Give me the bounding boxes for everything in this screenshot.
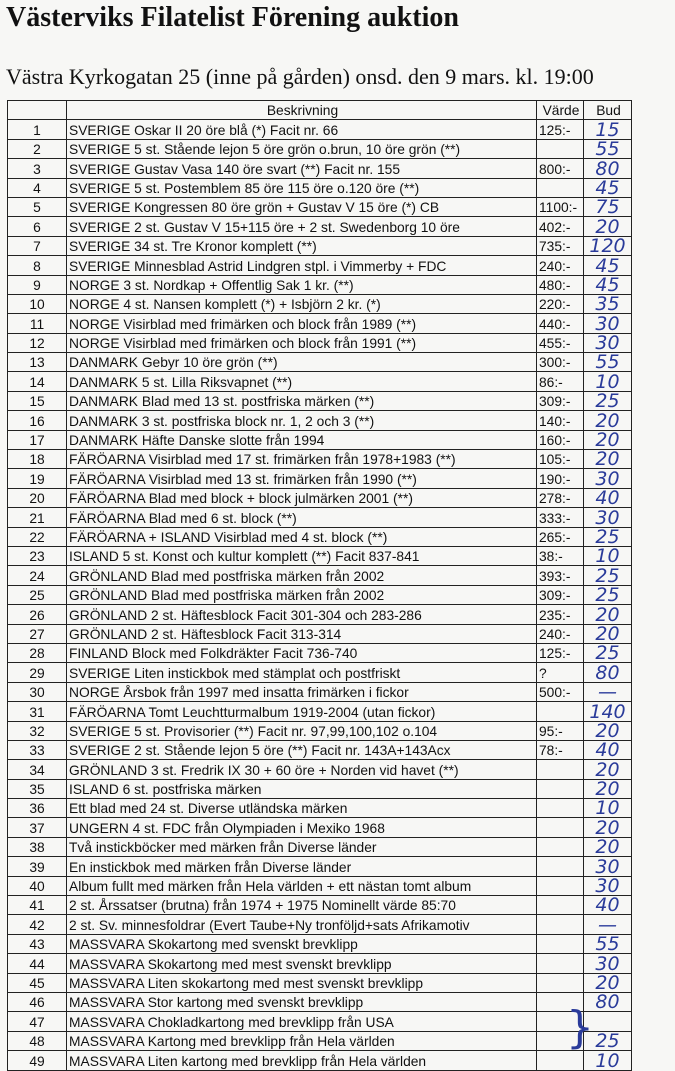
lot-number: 5	[8, 197, 67, 216]
table-row	[8, 605, 632, 624]
lot-value	[537, 1051, 584, 1070]
lot-number: 43	[8, 934, 67, 953]
lot-value: 240:-	[537, 624, 584, 643]
lot-number: 49	[8, 1051, 67, 1070]
lot-number: 26	[8, 605, 67, 624]
table-row	[8, 857, 632, 876]
lot-bid: 35	[584, 294, 632, 313]
lot-description: SVERIGE Oskar II 20 öre blå (*) Facit nr. 66	[67, 120, 537, 139]
table-row	[8, 333, 632, 352]
lot-rows	[8, 120, 632, 1070]
lot-value	[537, 915, 584, 934]
lot-description: GRÖNLAND 2 st. Häftesblock Facit 313-314	[67, 624, 537, 643]
lot-number: 4	[8, 178, 67, 197]
lot-value: 235:-	[537, 605, 584, 624]
lot-value: 278:-	[537, 488, 584, 507]
lot-number: 7	[8, 236, 67, 255]
lot-description: DANMARK Gebyr 10 öre grön (**)	[67, 353, 537, 372]
lot-value: 500:-	[537, 682, 584, 701]
lot-value	[537, 799, 584, 818]
lot-number: 33	[8, 740, 67, 759]
table-row	[8, 585, 632, 604]
table-row	[8, 721, 632, 740]
lot-value: 140:-	[537, 411, 584, 430]
table-row	[8, 236, 632, 255]
lot-bid: 20	[584, 624, 632, 643]
lot-bid: 20	[584, 760, 632, 779]
column-header-beskrivning: Beskrivning	[67, 101, 537, 120]
lot-bid: 80	[584, 663, 632, 682]
lot-value: 125:-	[537, 643, 584, 662]
lot-bid: 30	[584, 876, 632, 895]
table-row	[8, 896, 632, 915]
lot-description: MASSVARA Stor kartong med svenskt brevklipp	[67, 992, 537, 1011]
lot-value: 95:-	[537, 721, 584, 740]
table-row	[8, 799, 632, 818]
table-row	[8, 217, 632, 236]
table-row	[8, 915, 632, 934]
lot-bid: 25	[584, 1031, 632, 1050]
table-row	[8, 139, 632, 158]
lot-description: MASSVARA Chokladkartong med brevklipp från USA	[67, 1012, 537, 1031]
lot-number: 27	[8, 624, 67, 643]
lot-description: FÄRÖARNA Blad med 6 st. block (**)	[67, 508, 537, 527]
lot-description: DANMARK 3 st. postfriska block nr. 1, 2 och 3 (**)	[67, 411, 537, 430]
lot-bid: 30	[584, 314, 632, 333]
column-header-nr	[8, 101, 67, 120]
lot-value: 480:-	[537, 275, 584, 294]
lot-value: 309:-	[537, 585, 584, 604]
lot-value	[537, 702, 584, 721]
lot-description: NORGE Visirblad med frimärken och block från 1991 (**)	[67, 333, 537, 352]
lot-number: 41	[8, 896, 67, 915]
lot-bid: 80	[584, 159, 632, 178]
lot-description: FÄRÖARNA Tomt Leuchtturmalbum 1919-2004 (utan fickor)	[67, 702, 537, 721]
lot-number: 37	[8, 818, 67, 837]
lot-number: 25	[8, 585, 67, 604]
lot-number: 28	[8, 643, 67, 662]
lot-bid: 30	[584, 857, 632, 876]
table-row	[8, 992, 632, 1011]
lot-bid: 20	[584, 818, 632, 837]
column-header-varde: Värde	[537, 101, 584, 120]
lot-description: UNGERN 4 st. FDC från Olympiaden i Mexiko 1968	[67, 818, 537, 837]
table-row	[8, 702, 632, 721]
lot-number: 21	[8, 508, 67, 527]
table-row	[8, 837, 632, 856]
table-row	[8, 643, 632, 662]
lot-description: MASSVARA Skokartong med mest svenskt brevklipp	[67, 954, 537, 973]
lot-description: FÄRÖARNA Visirblad med 13 st. frimärken från 1990 (**)	[67, 469, 537, 488]
lot-value: 393:-	[537, 566, 584, 585]
lot-value: 402:-	[537, 217, 584, 236]
lot-number: 1	[8, 120, 67, 139]
lot-value: 440:-	[537, 314, 584, 333]
lot-value	[537, 896, 584, 915]
lot-bid: 10	[584, 546, 632, 565]
table-row	[8, 411, 632, 430]
table-row	[8, 760, 632, 779]
lot-bid: 120	[584, 236, 632, 255]
lot-description: NORGE Årsbok från 1997 med insatta frimärken i fickor	[67, 682, 537, 701]
lot-description: DANMARK 5 st. Lilla Riksvapnet (**)	[67, 372, 537, 391]
lot-description: FINLAND Block med Folkdräkter Facit 736-740	[67, 643, 537, 662]
lot-value: 190:-	[537, 469, 584, 488]
lot-number: 23	[8, 546, 67, 565]
column-header-bud: Bud	[584, 101, 632, 120]
lot-number: 36	[8, 799, 67, 818]
lot-description: SVERIGE 2 st. Stående lejon 5 öre (**) Facit nr. 143A+143Acx	[67, 740, 537, 759]
lot-description: MASSVARA Kartong med brevklipp från Hela världen	[67, 1031, 537, 1050]
lot-description: NORGE Visirblad med frimärken och block från 1989 (**)	[67, 314, 537, 333]
table-row	[8, 740, 632, 759]
lot-number: 32	[8, 721, 67, 740]
table-row	[8, 294, 632, 313]
table-row	[8, 973, 632, 992]
lot-bid: 25	[584, 566, 632, 585]
lot-description: SVERIGE 34 st. Tre Kronor komplett (**)	[67, 236, 537, 255]
auction-title: Västerviks Filatelist Förening auktion	[6, 2, 459, 33]
lot-value	[537, 818, 584, 837]
lot-bid: 20	[584, 721, 632, 740]
lot-value: 78:-	[537, 740, 584, 759]
lot-bid: 25	[584, 643, 632, 662]
lot-bid: 20	[584, 779, 632, 798]
lot-bid: 20	[584, 450, 632, 469]
lot-value	[537, 857, 584, 876]
lot-value: 1100:-	[537, 197, 584, 216]
table-row	[8, 372, 632, 391]
auction-venue-date: Västra Kyrkogatan 25 (inne på gården) onsd. den 9 mars. kl. 19:00	[6, 64, 594, 89]
table-row	[8, 488, 632, 507]
lot-number: 6	[8, 217, 67, 236]
lot-number: 16	[8, 411, 67, 430]
lot-description: FÄRÖARNA + ISLAND Visirblad med 4 st. block (**)	[67, 527, 537, 546]
table-row	[8, 391, 632, 410]
table-row	[8, 1051, 632, 1070]
lot-value	[537, 139, 584, 158]
auction-lot-table	[7, 100, 632, 1071]
lot-number: 42	[8, 915, 67, 934]
lot-number: 35	[8, 779, 67, 798]
lot-bid: 30	[584, 508, 632, 527]
lot-description: GRÖNLAND 2 st. Häftesblock Facit 301-304 och 283-286	[67, 605, 537, 624]
lot-number: 2	[8, 139, 67, 158]
lot-description: DANMARK Blad med 13 st. postfriska märken (**)	[67, 391, 537, 410]
lot-value	[537, 779, 584, 798]
lot-description: MASSVARA Liten kartong med brevklipp från Hela världen	[67, 1051, 537, 1070]
lot-bid: 15	[584, 120, 632, 139]
lot-description: MASSVARA Liten skokartong med mest svenskt brevklipp	[67, 973, 537, 992]
lot-number: 17	[8, 430, 67, 449]
lot-description: SVERIGE 2 st. Gustav V 15+115 öre + 2 st. Swedenborg 10 öre	[67, 217, 537, 236]
handwritten-brace: }	[566, 1002, 594, 1053]
table-row	[8, 314, 632, 333]
lot-description: Två instickböcker med märken från Diverse länder	[67, 837, 537, 856]
lot-number: 11	[8, 314, 67, 333]
lot-bid: 25	[584, 527, 632, 546]
lot-number: 15	[8, 391, 67, 410]
lot-bid: 140	[584, 702, 632, 721]
lot-value	[537, 934, 584, 953]
lot-number: 8	[8, 256, 67, 275]
lot-description: Album fullt med märken från Hela världen + ett nästan tomt album	[67, 876, 537, 895]
lot-value: 86:-	[537, 372, 584, 391]
lot-description: ISLAND 5 st. Konst och kultur komplett (**) Facit 837-841	[67, 546, 537, 565]
lot-number: 39	[8, 857, 67, 876]
lot-number: 10	[8, 294, 67, 313]
lot-number: 40	[8, 876, 67, 895]
lot-number: 3	[8, 159, 67, 178]
lot-bid: 55	[584, 353, 632, 372]
table-row	[8, 430, 632, 449]
lot-bid: 55	[584, 934, 632, 953]
lot-value	[537, 178, 584, 197]
lot-description: 2 st. Sv. minnesfoldrar (Evert Taube+Ny tronföljd+sats Afrikamotiv	[67, 915, 537, 934]
table-row	[8, 682, 632, 701]
lot-description: GRÖNLAND Blad med postfriska märken från 2002	[67, 566, 537, 585]
lot-value: 125:-	[537, 120, 584, 139]
lot-value: 160:-	[537, 430, 584, 449]
lot-number: 24	[8, 566, 67, 585]
lot-description: NORGE 3 st. Nordkap + Offentlig Sak 1 kr. (**)	[67, 275, 537, 294]
lot-description: DANMARK Häfte Danske slotte från 1994	[67, 430, 537, 449]
table-row	[8, 256, 632, 275]
lot-number: 30	[8, 682, 67, 701]
table-row	[8, 275, 632, 294]
lot-number: 47	[8, 1012, 67, 1031]
lot-value	[537, 954, 584, 973]
table-row	[8, 663, 632, 682]
lot-bid: 40	[584, 740, 632, 759]
table-row	[8, 178, 632, 197]
lot-number: 44	[8, 954, 67, 973]
lot-number: 13	[8, 353, 67, 372]
table-row	[8, 624, 632, 643]
lot-value: 800:-	[537, 159, 584, 178]
lot-description: SVERIGE 5 st. Stående lejon 5 öre grön o.brun, 10 öre grön (**)	[67, 139, 537, 158]
lot-description: FÄRÖARNA Blad med block + block julmärken 2001 (**)	[67, 488, 537, 507]
lot-number: 45	[8, 973, 67, 992]
table-row	[8, 159, 632, 178]
lot-description: SVERIGE Kongressen 80 öre grön + Gustav V 15 öre (*) CB	[67, 197, 537, 216]
lot-number: 31	[8, 702, 67, 721]
lot-bid: 30	[584, 954, 632, 973]
lot-bid: 55	[584, 139, 632, 158]
lot-description: SVERIGE Minnesblad Astrid Lindgren stpl. i Vimmerby + FDC	[67, 256, 537, 275]
lot-bid: 20	[584, 411, 632, 430]
lot-bid: 75	[584, 197, 632, 216]
lot-value: 333:-	[537, 508, 584, 527]
lot-bid: 20	[584, 217, 632, 236]
lot-number: 18	[8, 450, 67, 469]
table-row	[8, 120, 632, 139]
table-row	[8, 779, 632, 798]
lot-description: SVERIGE 5 st. Provisorier (**) Facit nr. 97,99,100,102 o.104	[67, 721, 537, 740]
lot-value: 38:-	[537, 546, 584, 565]
lot-bid: 40	[584, 896, 632, 915]
lot-number: 34	[8, 760, 67, 779]
lot-value: 220:-	[537, 294, 584, 313]
table-row	[8, 197, 632, 216]
table-row	[8, 818, 632, 837]
lot-value: 265:-	[537, 527, 584, 546]
lot-value: 300:-	[537, 353, 584, 372]
lot-value	[537, 876, 584, 895]
table-row	[8, 934, 632, 953]
lot-bid: 45	[584, 178, 632, 197]
lot-bid: 45	[584, 275, 632, 294]
table-row	[8, 876, 632, 895]
lot-bid: 25	[584, 585, 632, 604]
lot-number: 12	[8, 333, 67, 352]
lot-value	[537, 973, 584, 992]
lot-bid: 20	[584, 837, 632, 856]
lot-description: NORGE 4 st. Nansen komplett (*) + Isbjörn 2 kr. (*)	[67, 294, 537, 313]
lot-number: 20	[8, 488, 67, 507]
lot-bid: 10	[584, 372, 632, 391]
lot-description: SVERIGE Gustav Vasa 140 öre svart (**) Facit nr. 155	[67, 159, 537, 178]
lot-bid: 30	[584, 469, 632, 488]
lot-description: ISLAND 6 st. postfriska märken	[67, 779, 537, 798]
table-row	[8, 546, 632, 565]
lot-bid: 20	[584, 605, 632, 624]
lot-description: GRÖNLAND 3 st. Fredrik IX 30 + 60 öre + Norden vid havet (**)	[67, 760, 537, 779]
lot-description: FÄRÖARNA Visirblad med 17 st. frimärken från 1978+1983 (**)	[67, 450, 537, 469]
lot-value	[537, 760, 584, 779]
lot-bid: 20	[584, 973, 632, 992]
lot-number: 22	[8, 527, 67, 546]
lot-value: 455:-	[537, 333, 584, 352]
lot-number: 48	[8, 1031, 67, 1050]
lot-bid: 40	[584, 488, 632, 507]
lot-value: 105:-	[537, 450, 584, 469]
table-row	[8, 1031, 632, 1050]
lot-number: 14	[8, 372, 67, 391]
table-row	[8, 527, 632, 546]
table-row	[8, 954, 632, 973]
lot-description: MASSVARA Skokartong med svenskt brevklipp	[67, 934, 537, 953]
lot-bid: 10	[584, 799, 632, 818]
lot-bid: 30	[584, 333, 632, 352]
table-row	[8, 508, 632, 527]
lot-value: 735:-	[537, 236, 584, 255]
lot-number: 46	[8, 992, 67, 1011]
lot-value: 309:-	[537, 391, 584, 410]
lot-number: 19	[8, 469, 67, 488]
lot-bid: 10	[584, 1051, 632, 1070]
lot-description: GRÖNLAND Blad med postfriska märken från 2002	[67, 585, 537, 604]
lot-number: 9	[8, 275, 67, 294]
lot-description: SVERIGE 5 st. Postemblem 85 öre 115 öre o.120 öre (**)	[67, 178, 537, 197]
lot-value	[537, 837, 584, 856]
lot-description: 2 st. Årssatser (brutna) från 1974 + 1975 Nominellt värde 85:70	[67, 896, 537, 915]
table-row	[8, 469, 632, 488]
table-row	[8, 450, 632, 469]
lot-bid: 20	[584, 430, 632, 449]
table-row	[8, 566, 632, 585]
lot-value: 240:-	[537, 256, 584, 275]
lot-bid: —	[584, 682, 632, 701]
lot-bid: —	[584, 915, 632, 934]
lot-bid: 45	[584, 256, 632, 275]
lot-number: 29	[8, 663, 67, 682]
table-row	[8, 353, 632, 372]
lot-number: 38	[8, 837, 67, 856]
table-header-row	[8, 101, 632, 120]
lot-description: SVERIGE Liten instickbok med stämplat och postfriskt	[67, 663, 537, 682]
lot-description: Ett blad med 24 st. Diverse utländska märken	[67, 799, 537, 818]
lot-description: En instickbok med märken från Diverse länder	[67, 857, 537, 876]
table-row	[8, 1012, 632, 1031]
lot-value: ?	[537, 663, 584, 682]
lot-bid: 80	[584, 992, 632, 1011]
lot-bid: 25	[584, 391, 632, 410]
